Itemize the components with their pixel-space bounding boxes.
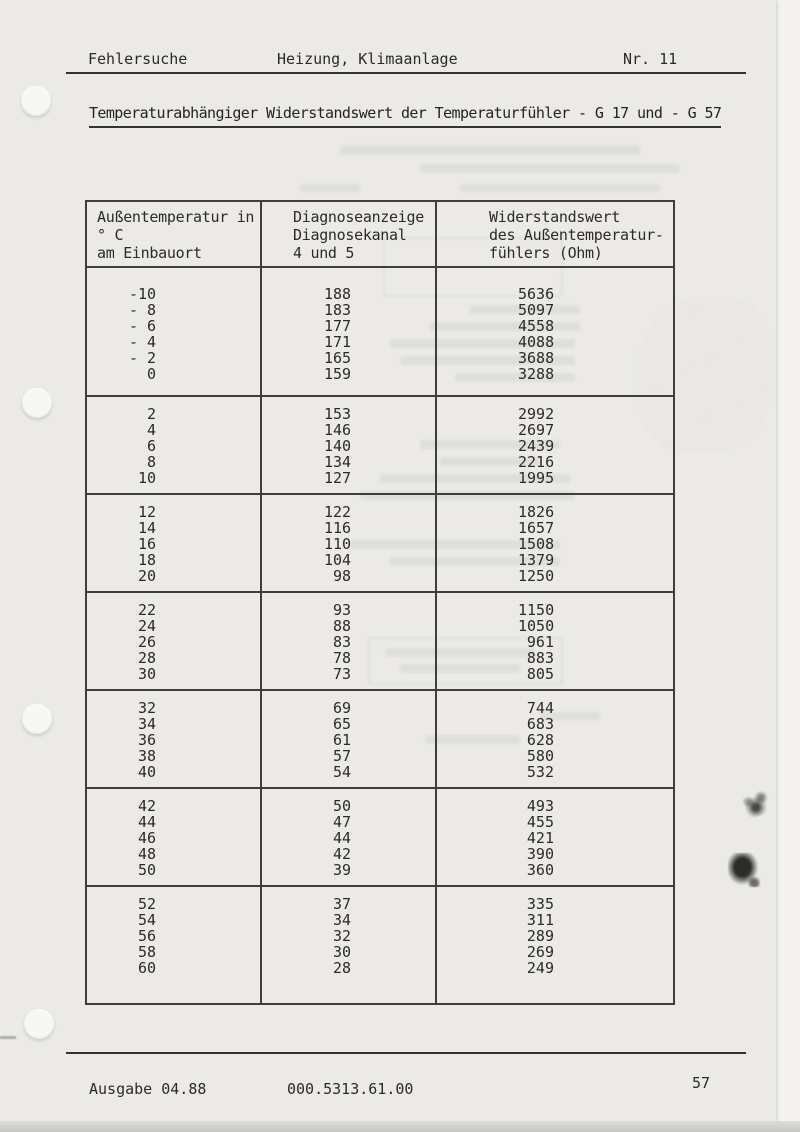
cell-value: 177 <box>324 317 352 335</box>
cell-value: 54 <box>332 763 351 781</box>
column-header-line: des Außentemperatur- <box>489 226 664 244</box>
resistance-table <box>85 200 675 1005</box>
diagnosis-cell <box>261 912 436 928</box>
cell-value: 5097 <box>518 301 555 319</box>
diagnosis-cell <box>261 334 436 350</box>
cell-value: 36 <box>137 731 156 749</box>
resistance-cell <box>436 520 674 536</box>
temperature-cell <box>86 568 261 592</box>
temperature-cell <box>86 318 261 334</box>
cell-value: 24 <box>137 617 156 635</box>
cell-value: -10 <box>129 285 157 303</box>
bleed-through <box>460 184 660 192</box>
table-row <box>86 350 674 366</box>
bleed-through <box>340 145 640 155</box>
column-header-line: Diagnosekanal <box>293 226 407 244</box>
cell-value: 47 <box>332 813 351 831</box>
cell-value: 78 <box>332 649 351 667</box>
table-group <box>86 886 674 1004</box>
diagnosis-cell <box>261 592 436 618</box>
cell-value: 360 <box>526 861 554 879</box>
table-row <box>86 830 674 846</box>
cell-value: 2697 <box>518 421 555 439</box>
resistance-cell <box>436 334 674 350</box>
column-header-resistance <box>436 201 674 267</box>
cell-value: 69 <box>332 699 351 717</box>
punch-hole <box>21 86 51 116</box>
header-number-label: Nr. 11 <box>623 50 678 68</box>
resistance-cell <box>436 960 674 1004</box>
column-header-line: fühlers (Ohm) <box>489 244 603 262</box>
cell-value: 1826 <box>518 503 555 521</box>
temperature-cell <box>86 732 261 748</box>
diagnosis-cell <box>261 960 436 1004</box>
cell-value: 146 <box>324 421 352 439</box>
cell-value: 421 <box>526 829 554 847</box>
cell-value: 2992 <box>518 405 555 423</box>
diagnosis-cell <box>261 267 436 302</box>
cell-value: 335 <box>526 895 554 913</box>
temperature-cell <box>86 438 261 454</box>
cell-value: 5636 <box>518 285 555 303</box>
cell-value: 98 <box>332 567 351 585</box>
cell-value: 269 <box>526 943 554 961</box>
table-group <box>86 592 674 690</box>
table-group <box>86 690 674 788</box>
table-row <box>86 267 674 302</box>
resistance-cell <box>436 618 674 634</box>
cell-value: 40 <box>137 763 156 781</box>
cell-value: 1379 <box>518 551 555 569</box>
temperature-cell <box>86 396 261 422</box>
ink-smudge <box>741 789 773 820</box>
resistance-cell <box>436 318 674 334</box>
cell-value: 744 <box>526 699 554 717</box>
temperature-cell <box>86 944 261 960</box>
cell-value: 4 <box>146 421 156 439</box>
column-header-line: am Einbauort <box>97 244 202 262</box>
cell-value: 65 <box>332 715 351 733</box>
column-header-line: 4 und 5 <box>293 244 355 262</box>
resistance-cell <box>436 912 674 928</box>
cell-value: - 8 <box>129 301 157 319</box>
table-row <box>86 302 674 318</box>
cell-value: - 4 <box>129 333 157 351</box>
cell-value: 73 <box>332 665 351 683</box>
cell-value: 34 <box>332 911 351 929</box>
cell-value: 805 <box>526 665 554 683</box>
footer-edition: Ausgabe 04.88 <box>89 1080 207 1098</box>
table-row <box>86 454 674 470</box>
table-row <box>86 520 674 536</box>
resistance-cell <box>436 568 674 592</box>
diagnosis-cell <box>261 862 436 886</box>
table-row <box>86 650 674 666</box>
resistance-cell <box>436 814 674 830</box>
cell-value: 88 <box>332 617 351 635</box>
table-row <box>86 814 674 830</box>
cell-value: 580 <box>526 747 554 765</box>
diagnosis-cell <box>261 732 436 748</box>
cell-value: 32 <box>332 927 351 945</box>
table-row <box>86 666 674 690</box>
resistance-cell <box>436 732 674 748</box>
diagnosis-cell <box>261 568 436 592</box>
cell-value: 311 <box>526 911 554 929</box>
diagnosis-cell <box>261 318 436 334</box>
temperature-cell <box>86 886 261 912</box>
diagnosis-cell <box>261 438 436 454</box>
cell-value: 50 <box>137 861 156 879</box>
temperature-cell <box>86 748 261 764</box>
cell-value: 134 <box>324 453 352 471</box>
cell-value: 34 <box>137 715 156 733</box>
resistance-cell <box>436 862 674 886</box>
resistance-cell <box>436 552 674 568</box>
temperature-cell <box>86 267 261 302</box>
resistance-cell <box>436 788 674 814</box>
cell-value: 18 <box>137 551 156 569</box>
resistance-cell <box>436 830 674 846</box>
cell-value: 1050 <box>518 617 555 635</box>
cell-value: 4558 <box>518 317 555 335</box>
cell-value: 188 <box>324 285 352 303</box>
temperature-cell <box>86 846 261 862</box>
resistance-cell <box>436 846 674 862</box>
diagnosis-cell <box>261 944 436 960</box>
table-row <box>86 788 674 814</box>
resistance-cell <box>436 396 674 422</box>
resistance-cell <box>436 454 674 470</box>
resistance-cell <box>436 470 674 494</box>
table-row <box>86 748 674 764</box>
table-row <box>86 366 674 396</box>
resistance-cell <box>436 716 674 732</box>
table-row <box>86 846 674 862</box>
column-header-temperature <box>86 201 261 267</box>
resistance-cell <box>436 494 674 520</box>
table-row <box>86 438 674 454</box>
diagnosis-cell <box>261 618 436 634</box>
cell-value: 127 <box>324 469 352 487</box>
cell-value: 26 <box>137 633 156 651</box>
table-row <box>86 422 674 438</box>
table-row <box>86 716 674 732</box>
cell-value: 159 <box>324 365 352 383</box>
cell-value: 0 <box>146 365 156 383</box>
cell-value: 30 <box>332 943 351 961</box>
temperature-cell <box>86 830 261 846</box>
column-header-diagnosis <box>261 201 436 267</box>
resistance-cell <box>436 302 674 318</box>
cell-value: 532 <box>526 763 554 781</box>
diagnosis-cell <box>261 634 436 650</box>
diagnosis-cell <box>261 788 436 814</box>
cell-value: 153 <box>324 405 352 423</box>
cell-value: 50 <box>332 797 351 815</box>
temperature-cell <box>86 862 261 886</box>
cell-value: 57 <box>332 747 351 765</box>
resistance-cell <box>436 764 674 788</box>
cell-value: 37 <box>332 895 351 913</box>
table-row <box>86 318 674 334</box>
diagnosis-cell <box>261 928 436 944</box>
cell-value: 289 <box>526 927 554 945</box>
table-row <box>86 912 674 928</box>
cell-value: 493 <box>526 797 554 815</box>
cell-value: 171 <box>324 333 352 351</box>
cell-value: 46 <box>137 829 156 847</box>
footer-rule <box>66 1052 746 1054</box>
temperature-cell <box>86 788 261 814</box>
table-row <box>86 568 674 592</box>
table-row <box>86 862 674 886</box>
cell-value: 39 <box>332 861 351 879</box>
cell-value: 628 <box>526 731 554 749</box>
table-row <box>86 592 674 618</box>
temperature-cell <box>86 302 261 318</box>
cell-value: 4088 <box>518 333 555 351</box>
resistance-cell <box>436 748 674 764</box>
running-header <box>66 50 746 74</box>
cell-value: 122 <box>324 503 352 521</box>
diagnosis-cell <box>261 690 436 716</box>
diagnosis-cell <box>261 846 436 862</box>
temperature-cell <box>86 366 261 396</box>
temperature-cell <box>86 650 261 666</box>
pencil-mark <box>0 1036 16 1039</box>
diagnosis-cell <box>261 350 436 366</box>
resistance-cell <box>436 944 674 960</box>
cell-value: 1657 <box>518 519 555 537</box>
punch-hole <box>22 388 52 418</box>
cell-value: 52 <box>137 895 156 913</box>
cell-value: 14 <box>137 519 156 537</box>
table-row <box>86 396 674 422</box>
cell-value: - 2 <box>129 349 157 367</box>
cell-value: 30 <box>137 665 156 683</box>
cell-value: 44 <box>137 813 156 831</box>
footer-document-number: 000.5313.61.00 <box>287 1080 414 1098</box>
cell-value: 83 <box>332 633 351 651</box>
cell-value: 2216 <box>518 453 555 471</box>
column-header-line: ° C <box>97 226 124 244</box>
cell-value: 48 <box>137 845 156 863</box>
table-group <box>86 267 674 396</box>
resistance-cell <box>436 422 674 438</box>
temperature-cell <box>86 350 261 366</box>
cell-value: 1250 <box>518 567 555 585</box>
cell-value: 10 <box>137 469 156 487</box>
cell-value: 3688 <box>518 349 555 367</box>
cell-value: 6 <box>146 437 156 455</box>
cell-value: 32 <box>137 699 156 717</box>
temperature-cell <box>86 454 261 470</box>
cell-value: 165 <box>324 349 352 367</box>
table-row <box>86 764 674 788</box>
diagnosis-cell <box>261 666 436 690</box>
temperature-cell <box>86 634 261 650</box>
diagnosis-cell <box>261 422 436 438</box>
temperature-cell <box>86 690 261 716</box>
temperature-cell <box>86 928 261 944</box>
cell-value: 110 <box>324 535 352 553</box>
temperature-cell <box>86 494 261 520</box>
temperature-cell <box>86 666 261 690</box>
table-row <box>86 732 674 748</box>
resistance-cell <box>436 350 674 366</box>
cell-value: 683 <box>526 715 554 733</box>
cell-value: 38 <box>137 747 156 765</box>
diagnosis-cell <box>261 650 436 666</box>
diagnosis-cell <box>261 552 436 568</box>
table-row <box>86 960 674 1004</box>
table-row <box>86 470 674 494</box>
table-row <box>86 334 674 350</box>
ink-smudge <box>728 853 760 887</box>
diagnosis-cell <box>261 748 436 764</box>
diagnosis-cell <box>261 536 436 552</box>
temperature-cell <box>86 716 261 732</box>
cell-value: 42 <box>137 797 156 815</box>
table-group <box>86 396 674 494</box>
table-row <box>86 690 674 716</box>
footer-page-number: 57 <box>692 1074 711 1092</box>
cell-value: 16 <box>137 535 156 553</box>
header-section-label: Fehlersuche <box>88 50 188 68</box>
cell-value: 2 <box>146 405 156 423</box>
cell-value: 58 <box>137 943 156 961</box>
diagnosis-cell <box>261 494 436 520</box>
cell-value: 1508 <box>518 535 555 553</box>
cell-value: 93 <box>332 601 351 619</box>
column-header-line: Diagnoseanzeige <box>293 208 424 226</box>
resistance-cell <box>436 267 674 302</box>
table-row <box>86 944 674 960</box>
column-header-line: Widerstandswert <box>489 208 620 226</box>
page-title: Temperaturabhängiger Widerstandswert der Temperaturfühler - G 17 und - G 57 <box>89 104 721 128</box>
cell-value: 961 <box>526 633 554 651</box>
cell-value: 104 <box>324 551 352 569</box>
temperature-cell <box>86 520 261 536</box>
resistance-cell <box>436 438 674 454</box>
diagnosis-cell <box>261 454 436 470</box>
temperature-cell <box>86 592 261 618</box>
table-group <box>86 788 674 886</box>
table-row <box>86 618 674 634</box>
temperature-cell <box>86 552 261 568</box>
temperature-cell <box>86 814 261 830</box>
cell-value: 1150 <box>518 601 555 619</box>
table-row <box>86 494 674 520</box>
temperature-cell <box>86 960 261 1004</box>
column-header-line: Außentemperatur in <box>97 208 255 226</box>
resistance-cell <box>436 536 674 552</box>
temperature-cell <box>86 536 261 552</box>
cell-value: 140 <box>324 437 352 455</box>
resistance-cell <box>436 592 674 618</box>
table-row <box>86 928 674 944</box>
punch-hole <box>22 704 52 734</box>
temperature-cell <box>86 618 261 634</box>
cell-value: 249 <box>526 959 554 977</box>
cell-value: 2439 <box>518 437 555 455</box>
cell-value: 28 <box>332 959 351 977</box>
diagnosis-cell <box>261 764 436 788</box>
table-row <box>86 634 674 650</box>
cell-value: 42 <box>332 845 351 863</box>
diagnosis-cell <box>261 302 436 318</box>
cell-value: 20 <box>137 567 156 585</box>
resistance-cell <box>436 666 674 690</box>
diagnosis-cell <box>261 716 436 732</box>
resistance-cell <box>436 690 674 716</box>
diagnosis-cell <box>261 830 436 846</box>
cell-value: 61 <box>332 731 351 749</box>
resistance-cell <box>436 650 674 666</box>
table-row <box>86 552 674 568</box>
cell-value: 22 <box>137 601 156 619</box>
cell-value: 1995 <box>518 469 555 487</box>
diagnosis-cell <box>261 886 436 912</box>
table-row <box>86 886 674 912</box>
temperature-cell <box>86 912 261 928</box>
diagnosis-cell <box>261 814 436 830</box>
cell-value: 54 <box>137 911 156 929</box>
temperature-cell <box>86 422 261 438</box>
cell-value: 455 <box>526 813 554 831</box>
header-chapter-label: Heizung, Klimaanlage <box>277 50 458 68</box>
temperature-cell <box>86 764 261 788</box>
diagnosis-cell <box>261 366 436 396</box>
cell-value: 8 <box>146 453 156 471</box>
cell-value: 56 <box>137 927 156 945</box>
temperature-cell <box>86 334 261 350</box>
cell-value: 883 <box>526 649 554 667</box>
resistance-cell <box>436 634 674 650</box>
cell-value: 28 <box>137 649 156 667</box>
resistance-cell <box>436 928 674 944</box>
resistance-cell <box>436 886 674 912</box>
cell-value: 12 <box>137 503 156 521</box>
table-row <box>86 536 674 552</box>
cell-value: 3288 <box>518 365 555 383</box>
cell-value: 390 <box>526 845 554 863</box>
table-group <box>86 494 674 592</box>
bleed-through <box>300 184 360 192</box>
cell-value: 44 <box>332 829 351 847</box>
table-header <box>86 201 674 267</box>
resistance-cell <box>436 366 674 396</box>
cell-value: 116 <box>324 519 352 537</box>
punch-hole <box>24 1009 54 1039</box>
diagnosis-cell <box>261 520 436 536</box>
temperature-cell <box>86 470 261 494</box>
scanner-edge-shadow <box>0 1121 800 1132</box>
cell-value: - 6 <box>129 317 157 335</box>
diagnosis-cell <box>261 470 436 494</box>
cell-value: 183 <box>324 301 352 319</box>
bleed-through <box>420 164 680 173</box>
diagnosis-cell <box>261 396 436 422</box>
cell-value: 60 <box>137 959 156 977</box>
